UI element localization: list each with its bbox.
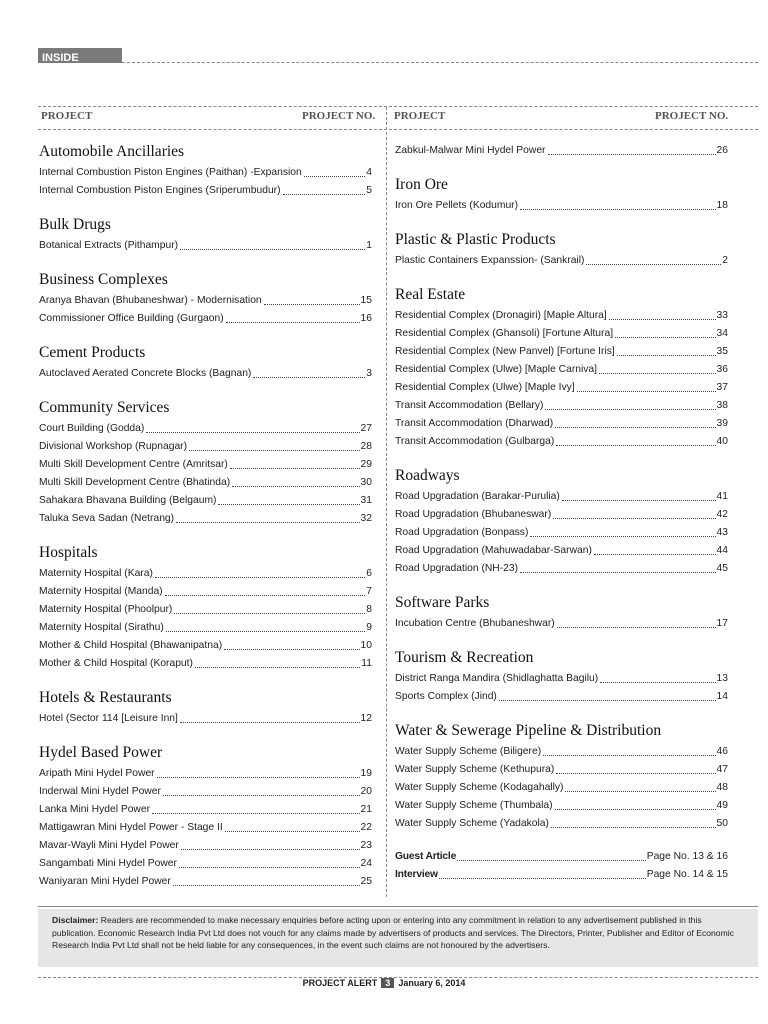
toc-entry-number: 18 [716, 200, 728, 211]
column-header-project-left: PROJECT [41, 110, 93, 122]
toc-entry-name: Road Upgradation (Bonpass) [395, 527, 529, 538]
toc-entry-number: 39 [716, 418, 728, 429]
toc-entry-number: 36 [716, 364, 728, 375]
toc-entry [395, 343, 728, 361]
toc-entry [39, 492, 372, 510]
left-column [39, 142, 372, 891]
dot-leader [232, 474, 359, 487]
toc-entry-name: Interview [395, 869, 438, 880]
toc-entry-name: Residential Complex (Ghansoli) [Fortune Altura] [395, 328, 614, 339]
toc-entry-name: Sports Complex (Jind) [395, 691, 497, 702]
toc-entry [39, 710, 372, 728]
toc-section [39, 343, 372, 383]
toc-entry [39, 164, 372, 182]
toc-entry-name: Commissioner Office Building (Gurgaon) [39, 313, 224, 324]
toc-entry-number: 11 [361, 658, 372, 669]
disclaimer-top-rule [38, 906, 758, 907]
toc-entry-name: Taluka Seva Sadan (Netrang) [39, 513, 175, 524]
toc-entry-number: 12 [360, 713, 372, 724]
footer-page-number: 3 [381, 978, 394, 988]
toc-entry-name: Multi Skill Development Centre (Bhatinda) [39, 477, 231, 488]
toc-entry-number: 23 [360, 840, 372, 851]
dot-leader [439, 866, 646, 879]
dot-leader [283, 182, 366, 195]
toc-entry-number: 34 [716, 328, 728, 339]
spacer [395, 215, 728, 230]
toc-entry [395, 415, 728, 433]
toc-entry-name: Divisional Workshop (Rupnagar) [39, 441, 188, 452]
section-title: Roadways [395, 467, 460, 484]
dot-leader [218, 492, 359, 505]
spacer [39, 383, 372, 398]
toc-entry-name: Road Upgradation (Barakar-Purulia) [395, 491, 560, 502]
toc-entry-number: 20 [360, 786, 372, 797]
toc-entry [395, 761, 728, 779]
toc-entry [39, 474, 372, 492]
toc-entry-number: Page No. 14 & 15 [646, 869, 728, 880]
toc-entry [39, 510, 372, 528]
toc-section [395, 648, 728, 706]
dot-leader [600, 670, 715, 683]
toc-entry [39, 182, 372, 200]
toc-entry [39, 801, 372, 819]
right-column [395, 142, 728, 884]
toc-entry [39, 583, 372, 601]
dot-leader [181, 837, 360, 850]
toc-section [39, 270, 372, 328]
footer-date: January 6, 2014 [398, 978, 466, 988]
toc-entry-name: Autoclaved Aerated Concrete Blocks (Bagnan) [39, 368, 252, 379]
dot-leader [599, 361, 716, 374]
section-title: Hospitals [39, 544, 98, 561]
toc-entry-name: Mattigawran Mini Hydel Power - Stage II [39, 822, 223, 833]
toc-entry-number: 10 [360, 640, 372, 651]
section-title: Water & Sewerage Pipeline & Distribution [395, 722, 662, 739]
dot-leader [174, 601, 365, 614]
toc-entry-number: 8 [366, 604, 372, 615]
spacer [395, 633, 728, 648]
toc-entry [395, 797, 728, 815]
toc-entry-number: 27 [360, 423, 372, 434]
toc-entry [395, 397, 728, 415]
dot-leader [224, 637, 359, 650]
dot-leader [520, 560, 715, 573]
section-title: Hydel Based Power [39, 744, 163, 761]
toc-section [39, 688, 372, 728]
section-title: Business Complexes [39, 271, 168, 288]
dot-leader [165, 583, 366, 596]
toc-entry-name: Sahakara Bhavana Building (Belgaum) [39, 495, 217, 506]
spacer [395, 451, 728, 466]
spacer [395, 578, 728, 593]
extra-entry [395, 866, 728, 884]
toc-entry [395, 361, 728, 379]
spacer [39, 328, 372, 343]
toc-entry-number: 40 [716, 436, 728, 447]
toc-entry-number: 43 [716, 527, 728, 538]
toc-entry-number: 38 [716, 400, 728, 411]
toc-entry-name: Mavar-Wayli Mini Hydel Power [39, 840, 179, 851]
toc-entry-number: 50 [716, 818, 728, 829]
toc-entry-name: Internal Combustion Piston Engines (Sriperumbudur) [39, 185, 281, 196]
dot-leader [173, 873, 360, 886]
toc-entry [39, 237, 372, 255]
toc-entry-number: 14 [716, 691, 728, 702]
dot-leader [179, 855, 360, 868]
toc-entry-number: 47 [716, 764, 728, 775]
toc-entry-name: Water Supply Scheme (Biligere) [395, 746, 542, 757]
toc-entry [39, 310, 372, 328]
toc-entry-name: District Ranga Mandira (Shidlaghatta Bagilu) [395, 673, 599, 684]
toc-entry-name: Maternity Hospital (Manda) [39, 586, 163, 597]
toc-entry-name: Road Upgradation (NH-23) [395, 563, 519, 574]
toc-entry-name: Waniyaran Mini Hydel Power [39, 876, 171, 887]
toc-entry-number: 46 [716, 746, 728, 757]
dot-leader [551, 815, 716, 828]
toc-entry-name: Residential Complex (Ulwe) [Maple Carniva] [395, 364, 598, 375]
toc-entry-name: Sangambati Mini Hydel Power [39, 858, 177, 869]
toc-entry-name: Inderwal Mini Hydel Power [39, 786, 161, 797]
section-title: Plastic & Plastic Products [395, 231, 556, 248]
dot-leader [530, 524, 715, 537]
dot-leader [226, 310, 360, 323]
dot-leader [586, 252, 721, 265]
dot-leader [553, 506, 715, 519]
dot-leader [225, 819, 360, 832]
dot-leader [152, 801, 360, 814]
toc-entry [395, 506, 728, 524]
toc-entry-name: Lanka Mini Hydel Power [39, 804, 151, 815]
toc-entry-name: Incubation Centre (Bhubaneshwar) [395, 618, 555, 629]
section-title: Cement Products [39, 344, 146, 361]
toc-entry-number: 32 [360, 513, 372, 524]
dot-leader [594, 542, 716, 555]
toc-entry-name: Road Upgradation (Bhubaneswar) [395, 509, 552, 520]
toc-entry [395, 779, 728, 797]
toc-entry-name: Guest Article [395, 851, 457, 862]
dot-leader [457, 848, 646, 861]
toc-entry-number: 15 [360, 295, 372, 306]
dot-leader [189, 438, 359, 451]
column-header-project-no-left: PROJECT NO. [302, 110, 376, 122]
toc-entry [395, 325, 728, 343]
toc-entry [39, 837, 372, 855]
extra-entry [395, 848, 728, 866]
dot-leader [195, 655, 360, 668]
dot-leader [562, 488, 716, 501]
toc-entry-number: 1 [366, 240, 372, 251]
toc-entry-number: 37 [716, 382, 728, 393]
spacer [39, 673, 372, 688]
toc-entry-number: 17 [716, 618, 728, 629]
dot-leader [157, 765, 360, 778]
toc-entry [39, 365, 372, 383]
toc-entry-number: 2 [722, 255, 728, 266]
toc-entry-name: Residential Complex (New Panvel) [Fortune Iris] [395, 346, 615, 357]
dot-leader [166, 619, 366, 632]
toc-entry-name: Residential Complex (Dronagiri) [Maple Altura] [395, 310, 607, 321]
dot-leader [555, 797, 716, 810]
toc-entry [39, 601, 372, 619]
toc-entry-name: Internal Combustion Piston Engines (Paithan) -Expansion [39, 167, 302, 178]
toc-entry-number: 35 [716, 346, 728, 357]
toc-entry [395, 488, 728, 506]
toc-entry [395, 688, 728, 706]
dot-leader [230, 456, 360, 469]
dot-leader [180, 237, 365, 250]
spacer [395, 160, 728, 175]
toc-entry-number: 28 [360, 441, 372, 452]
dot-leader [543, 743, 715, 756]
dot-leader [615, 325, 715, 338]
dot-leader [180, 710, 360, 723]
section-title: Hotels & Restaurants [39, 689, 172, 706]
section-title: Iron Ore [395, 176, 448, 193]
toc-entry [39, 456, 372, 474]
toc-entry [395, 379, 728, 397]
column-divider [386, 107, 387, 897]
toc-entry-name: Water Supply Scheme (Kodagahally) [395, 782, 564, 793]
toc-entry-name: Road Upgradation (Mahuwadabar-Sarwan) [395, 545, 592, 556]
section-title: Automobile Ancillaries [39, 143, 185, 160]
toc-entry [39, 655, 372, 673]
column-header-project-no-right: PROJECT NO. [655, 110, 729, 122]
toc-entry [395, 142, 728, 160]
dot-leader [520, 197, 715, 210]
toc-entry-name: Aripath Mini Hydel Power [39, 768, 155, 779]
toc-section [395, 230, 728, 270]
toc-entry-number: 9 [366, 622, 372, 633]
toc-entry-name: Water Supply Scheme (Yadakola) [395, 818, 549, 829]
spacer [39, 255, 372, 270]
toc-entry [395, 560, 728, 578]
dot-leader [548, 142, 716, 155]
toc-section [39, 142, 372, 200]
spacer [39, 528, 372, 543]
spacer [39, 728, 372, 743]
toc-entry-name: Maternity Hospital (Kara) [39, 568, 153, 579]
toc-entry-name: Botanical Extracts (Pithampur) [39, 240, 179, 251]
toc-entry [395, 670, 728, 688]
toc-entry [39, 783, 372, 801]
dot-leader [556, 433, 715, 446]
toc-entry-number: 16 [360, 313, 372, 324]
column-header-project-right: PROJECT [394, 110, 446, 122]
dot-leader [155, 565, 365, 578]
toc-entry [395, 433, 728, 451]
toc-entry-number: 49 [716, 800, 728, 811]
toc-entry [395, 307, 728, 325]
section-title: Software Parks [395, 594, 490, 611]
spacer [39, 200, 372, 215]
toc-entry-number: 25 [360, 876, 372, 887]
toc-entry [39, 765, 372, 783]
toc-section [39, 215, 372, 255]
dot-leader [556, 761, 715, 774]
toc-entry-number: 33 [716, 310, 728, 321]
toc-section [395, 285, 728, 451]
toc-entry [395, 197, 728, 215]
toc-entry-number: 44 [716, 545, 728, 556]
toc-entry-number: 21 [360, 804, 372, 815]
toc-entry [395, 252, 728, 270]
section-title: Real Estate [395, 286, 466, 303]
toc-entry-number: 48 [716, 782, 728, 793]
toc-entry-name: Multi Skill Development Centre (Amritsar) [39, 459, 228, 470]
dot-leader [577, 379, 716, 392]
toc-section [395, 466, 728, 578]
toc-entry [39, 855, 372, 873]
dot-leader [163, 783, 360, 796]
spacer [395, 706, 728, 721]
toc-entry-name: Transit Accommodation (Gulbarga) [395, 436, 555, 447]
toc-entry [39, 619, 372, 637]
toc-entry-number: Page No. 13 & 16 [646, 851, 728, 862]
toc-entry-number: 31 [360, 495, 372, 506]
toc-entry [395, 524, 728, 542]
toc-entry-name: Plastic Containers Expanssion- (Sankrail) [395, 255, 585, 266]
toc-entry [395, 615, 728, 633]
toc-entry-number: 22 [360, 822, 372, 833]
toc-entry-name: Aranya Bhavan (Bhubaneshwar) - Modernisation [39, 295, 262, 306]
toc-entry-name: Zabkul-Malwar Mini Hydel Power [395, 145, 546, 156]
dot-leader [146, 420, 359, 433]
toc-entry-number: 26 [716, 145, 728, 156]
toc-section [395, 175, 728, 215]
toc-entry-number: 30 [360, 477, 372, 488]
toc-entry-name: Transit Accommodation (Bellary) [395, 400, 544, 411]
spacer [395, 270, 728, 285]
toc-entry-name: Residential Complex (Ulwe) [Maple Ivy] [395, 382, 575, 393]
toc-entry-name: Iron Ore Pellets (Kodumur) [395, 200, 519, 211]
toc-entry-number: 13 [716, 673, 728, 684]
dot-leader [557, 615, 716, 628]
toc-entry [39, 420, 372, 438]
toc-entry [395, 542, 728, 560]
toc-section [395, 593, 728, 633]
disclaimer-label: Disclaimer: [52, 915, 99, 925]
dot-leader [565, 779, 715, 792]
spacer [395, 833, 728, 848]
dot-leader [499, 688, 716, 701]
toc-entry-name: Mother & Child Hospital (Koraput) [39, 658, 193, 669]
header-bottom-rule [38, 129, 758, 130]
toc-section [39, 543, 372, 673]
disclaimer-text: Readers are recommended to make necessary enquiries before acting upon or entering into any commitment in relation to any advertisement published in this publication. Economic Research India Pvt Ltd does not vouch for any claims made by advertisers of products and services. The Directors, Printer, Publisher and Editor of Economic Research India Pvt Ltd shall not be held liable for any consequences, in the event such claims are not honoured by the advertisers. [52, 915, 734, 950]
dot-leader [555, 415, 715, 428]
dot-leader [304, 164, 366, 177]
section-title: Bulk Drugs [39, 216, 111, 233]
toc-entry-name: Hotel (Sector 114 [Leisure Inn] [39, 713, 178, 724]
top-divider [122, 62, 758, 63]
inside-label-bar [38, 48, 122, 63]
toc-entry [395, 743, 728, 761]
toc-entry [395, 815, 728, 833]
toc-entry [39, 873, 372, 891]
disclaimer-box [38, 909, 758, 967]
toc-entry [39, 637, 372, 655]
toc-entry-name: Mother & Child Hospital (Bhawanipatna) [39, 640, 223, 651]
toc-entry-number: 3 [366, 368, 372, 379]
dot-leader [253, 365, 365, 378]
section-title: Tourism & Recreation [395, 649, 534, 666]
toc-entry-number: 29 [360, 459, 372, 470]
inside-label: INSIDE [42, 52, 79, 64]
dot-leader [176, 510, 359, 523]
toc-section [395, 721, 728, 833]
toc-entry-number: 6 [366, 568, 372, 579]
toc-section [39, 743, 372, 891]
footer [0, 978, 768, 988]
toc-entry-name: Water Supply Scheme (Thumbala) [395, 800, 553, 811]
footer-publication: PROJECT ALERT [302, 978, 378, 988]
toc-entry-name: Maternity Hospital (Phoolpur) [39, 604, 173, 615]
toc-entry-name: Transit Accommodation (Dharwad) [395, 418, 554, 429]
dot-leader [545, 397, 715, 410]
dot-leader [617, 343, 716, 356]
toc-entry [39, 819, 372, 837]
toc-entry-number: 45 [716, 563, 728, 574]
toc-entry-number: 19 [360, 768, 372, 779]
toc-entry-name: Court Building (Godda) [39, 423, 145, 434]
toc-entry-number: 41 [716, 491, 728, 502]
toc-section [39, 398, 372, 528]
toc-entry [39, 292, 372, 310]
toc-entry-number: 4 [366, 167, 372, 178]
dot-leader [264, 292, 360, 305]
section-title: Community Services [39, 399, 170, 416]
toc-entry-number: 42 [716, 509, 728, 520]
header-top-rule [38, 106, 758, 107]
toc-entry [39, 565, 372, 583]
toc-entry-name: Maternity Hospital (Sirathu) [39, 622, 164, 633]
toc-entry-number: 7 [366, 586, 372, 597]
toc-entry-name: Water Supply Scheme (Kethupura) [395, 764, 555, 775]
dot-leader [609, 307, 716, 320]
toc-entry-number: 5 [366, 185, 372, 196]
toc-entry-number: 24 [360, 858, 372, 869]
toc-entry [39, 438, 372, 456]
